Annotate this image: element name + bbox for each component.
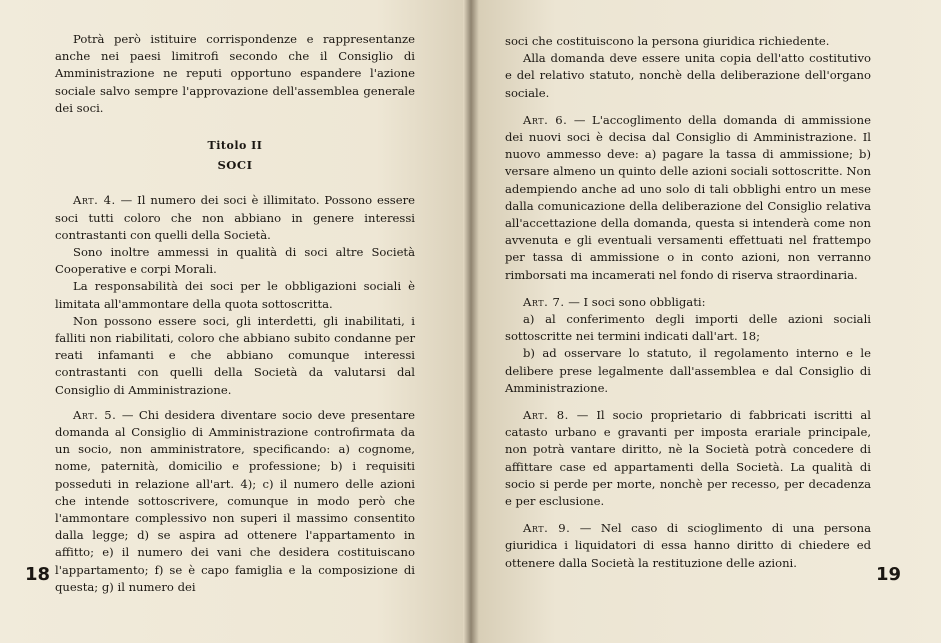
article-7-item-a: a) al conferimento degli importi delle azioni sociali sottoscritte nei termini indicati dall'art. 18;: [505, 312, 871, 344]
article-4: [55, 192, 415, 244]
article-7-label: Art. 7.: [523, 294, 565, 309]
article-8: [505, 407, 871, 510]
article-6-label: Art. 6.: [523, 112, 568, 127]
article-7-item-b: b) ad osservare lo statuto, il regolamento interno e le delibere prese legalmente dall'assemblea e dal Consiglio di Amministrazione.: [505, 346, 871, 395]
intro-paragraph: Potrà però istituire corrispondenze e rappresentanze anche nei paesi limitrofi secondo che il Consiglio di Amministrazione ne reputi opportuno espandere l'azione sociale salvo sempre l'approvazione dell'assemblea generale dei soci.: [55, 32, 415, 115]
left-text-column: [55, 31, 415, 596]
article-5: [55, 407, 415, 596]
article-4-label: Art. 4.: [73, 193, 116, 208]
section-title-name: SOCI: [217, 158, 253, 173]
article-4-paragraph-2: Sono inoltre ammessi in qualità di soci altre Società Cooperative e corpi Morali.: [55, 245, 415, 277]
continuation-paragraph-2: Alla domanda deve essere unita copia dell'atto costitutivo e del relativo statuto, nonchè della deliberazione dell'organo sociale.: [505, 51, 871, 100]
section-title-label: Titolo II: [207, 139, 263, 153]
article-6: [505, 112, 871, 284]
article-9-text: — Nel caso di scioglimento di una persona giuridica i liquidatori di essa hanno diritto di chiedere ed ottenere dalla Società la restituzione delle azioni.: [505, 521, 871, 570]
article-8-text: — Il socio proprietario di fabbricati iscritti al catasto urbano e gravanti per imposta erariale principale, non potrà vantare diritto, nè la Società potrà concedere di affittare case ed appartamenti della Società. La qualità di socio si perde per morte, nonchè per recesso, per decadenza e per esclusione.: [505, 408, 872, 509]
article-7-text: — I soci sono obbligati:: [564, 294, 706, 309]
article-9-label: Art. 9.: [523, 521, 571, 536]
book-gutter: [463, 0, 479, 643]
article-4-text: — Il numero dei soci è illimitato. Possono essere soci tutti coloro che non abbiano in genere interessi contrastanti con quelli della Società.: [55, 193, 415, 242]
article-6-text: — L'accoglimento della domanda di ammissione dei nuovi soci è decisa dal Consiglio di Amministrazione. Il nuovo ammesso deve: a) pagare la tassa di ammissione; b) versare almeno un quinto delle azioni sociali sottoscritte. Non adempiendo anche ad uno solo di tali obblighi entro un mese dalla comunicazione della deliberazione del Consiglio relativa all'accettazione della domanda, questa si intenderà come non avvenuta e gli eventuali versamenti effettuati nel frattempo per tassa di ammissione o in conto azioni, non verranno rimborsati ma incamerati nel fondo di riserva straordinaria.: [505, 112, 871, 282]
article-4-paragraph-4: Non possono essere soci, gli interdetti, gli inabilitati, i falliti non riabilitati, coloro che abbiano subito condanne per reati infamanti e che abbiano comunque interessi contrastanti con quelli della Società da valutarsi dal Consiglio di Amministrazione.: [55, 313, 415, 397]
right-page: [471, 0, 941, 643]
page-number-left: 18: [25, 564, 51, 585]
article-8-label: Art. 8.: [523, 408, 569, 423]
continuation-text: soci che costituiscono la persona giuridica richiedente.: [505, 34, 830, 48]
right-text-column: [505, 33, 871, 572]
page-number-right: 19: [875, 564, 901, 585]
article-9: [505, 520, 871, 572]
section-heading: [55, 137, 415, 174]
article-5-text: — Chi desidera diventare socio deve presentare domanda al Consiglio di Amministrazione controfirmata da un socio, non amministratore, specificando: a) cognome, nome, paternità, domicilio e professione; b) i requisiti posseduti in relazione all'art. 4); c) il numero delle azioni che intende sottoscrivere, comunque in modo però che l'ammontare complessivo non superi il massimo consentito dalla legge; d) se aspira ad ottenere l'appartamento in affitto; e) il numero dei vani che desidera costituiscano l'appartamento; f) se è capo famiglia e la composizione di questa; g) il numero dei: [55, 407, 415, 594]
article-5-label: Art. 5.: [73, 407, 117, 422]
article-4-paragraph-3: La responsabilità dei soci per le obbligazioni sociali è limitata all'ammontare della quota sottoscritta.: [55, 279, 415, 311]
article-7: [505, 294, 871, 311]
